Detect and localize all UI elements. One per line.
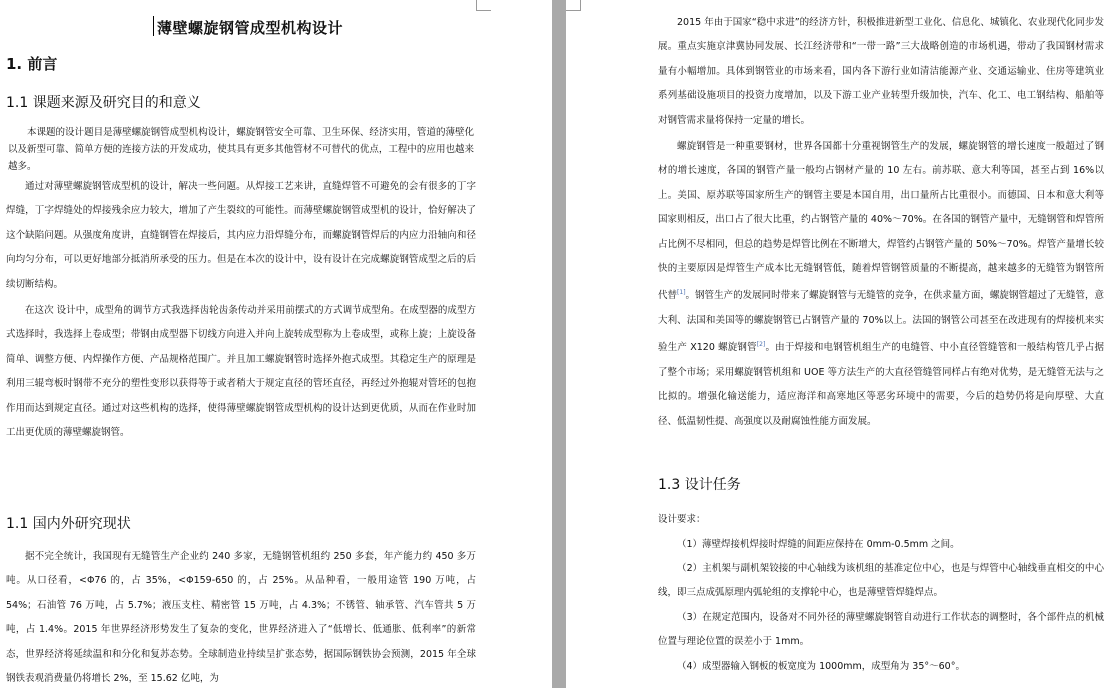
heading-origin[interactable]: 1.1 课题来源及研究目的和意义 [6, 95, 201, 111]
paragraph-origin-3[interactable]: 在这次 设计中，成型角的调节方式我选择齿轮齿条传动并采用前摆式的方式调节成型角。在成型器的成型方式选择时，我选择上卷成型；带钢由成型器下切线方向进入并向上旋转成型称为上卷成型，或称上旋；上旋设备简单、调整方便、内焊操作方便、产品规格范围广。并且加工螺旋钢管时选择外抱式成型。其稳定生产的原理是利用三辊弯板时钢带不充分的塑性变形以获得等于或者稍大于规定直径的管坯直径，再经过外抱辊对管坯的包抱作用而达到规定直径。通过对这些机构的选择，使得薄壁螺旋钢管成型机构的设计达到更优质，从而在作业时加工出更优质的薄壁螺旋钢管。 [6, 305, 476, 439]
citation-2[interactable]: [2] [756, 341, 766, 349]
requirements-label[interactable]: 设计要求： [658, 514, 706, 525]
paragraph-spiral-pipe[interactable] [658, 135, 1104, 457]
document-page-right [566, 0, 1104, 688]
page-gutter [552, 0, 566, 688]
requirement-1[interactable]: （1）薄壁焊接机焊接时焊缝的间距应保持在 0mm-0.5mm 之间。 [677, 539, 960, 550]
paragraph-origin-2[interactable]: 通过对薄壁螺旋钢管成型机的设计，解决一些问题。从焊接工艺来讲，直缝焊管不可避免的会有很多的丁字焊缝，丁字焊缝处的焊接残余应力较大，增加了产生裂纹的可能性。而薄壁螺旋钢管成型机的设计，恰好解决了这个缺陷问题。从强度角度讲，直缝钢管在焊接后，其内应力沿焊缝分布，而螺旋钢管焊后的内应力沿轴向和径向均匀分布，可以更好地部分抵消所承受的压力。但是在本次的设计中，设有设计在完成螺旋钢管成型之后的后续切断结构。 [6, 181, 476, 290]
paragraph-spiral-text-a: 螺旋钢管是一种重要钢材，世界各国都十分重视钢管生产的发展，螺旋钢管的增长速度一般超过了钢材的增长速度，各国的钢管产量一般均占钢材产量的 10 左右。前苏联、意大利等国，甚至占到 16%以上。美国、原苏联等国家所生产的钢管主要是本国自用，出口量所占比重很小。而德国、日本和意大利等国家则相反，出口占了很大比重，约占钢管产量的 40%～70%。在各国的钢管产量中，无缝钢管和焊管所占比例不尽相同，但总的趋势是焊管比例在不断增大，焊管约占钢管产量的 50%～70%。焊管产量增长较快的主要原因是焊管生产成本比无缝钢管低，随着焊管钢管质量的不断提高，越来越多的无缝管为钢管所代替 [658, 141, 1104, 302]
heading-design-task[interactable]: 1.3 设计任务 [658, 477, 741, 493]
paragraph-spiral-text-b: 。钢管生产的发展同时带来了螺旋钢管与无缝管的竞争，在供求量方面，螺旋钢管超过了无缝管，意大利、法国和美国等的螺旋钢管已占钢管产量的 70%以上。法国的钢管公司甚至在改进现有的焊接机来实验生产 X120 螺旋钢管 [658, 290, 1104, 354]
requirement-4[interactable]: （4）成型器输入钢板的板宽度为 1000mm，成型角为 35°～60°。 [677, 661, 965, 672]
heading-research[interactable]: 1.1 国内外研究现状 [6, 516, 131, 532]
page-corner-mark [566, 0, 581, 11]
heading-preface[interactable]: 1. 前言 [6, 55, 58, 73]
paragraph-spiral-text-c: 。由于焊接和电钢管机组生产的电缝管、中小直径管缝管和一般结构管几乎占据了整个市场；采用螺旋钢管机组和 UOE 等方法生产的大直径管缝管同样占有绝对优势，是无缝管无法与之比拟的。增强化输送能力，适应海洋和高寒地区等恶劣环境中的需要，今后的趋势仍将是向厚壁、大直径、低温韧性提、高强度以及耐腐蚀性能方面发展。 [658, 342, 1104, 427]
page-corner-mark [476, 0, 491, 11]
requirement-2[interactable]: （2）主机架与副机架铰接的中心轴线为该机组的基准定位中心，也是与焊管中心轴线垂直相交的中心线，即三点成弧原理内弧轮组的支撑轮中心，也是薄壁管焊缝焊点。 [658, 563, 1104, 599]
citation-1[interactable]: [1] [677, 289, 686, 297]
document-title[interactable]: 薄壁螺旋钢管成型机构设计 [156, 19, 343, 37]
paragraph-research[interactable]: 据不完全统计，我国现有无缝管生产企业约 240 多家，无缝钢管机组约 250 多套，年产能力约 450 多万吨。从口径看，<Φ76 的，占 35%，<Φ159-650 的，占 25%。从品种看，一般用途管 190 万吨，占 54%；石油管 76 万吨，占 5.7%；液压支柱、精密管 15 万吨，占 4.3%；不锈管、轴承管、汽车管共 5 万吨，占 1.4%。2015 年世界经济形势发生了复杂的变化，世界经济进入了“低增长、低通胀、低利率”的新常态，世界经济将延续温和和分化和复苏态势。全球制造业持续呈扩张态势，据国际钢铁协会预测，2015 年全球钢铁表观消费量仍将增长 2%，至 15.62 亿吨，为 [6, 551, 476, 685]
paragraph-intro[interactable]: 2015 年由于国家“稳中求进”的经济方针，积极推进新型工业化、信息化、城镇化、农业现代化同步发展。重点实施京津冀协同发展、长江经济带和“一带一路”三大战略创造的市场机遇，带动了我国钢材需求量有小幅增加。具体到钢管业的市场来看，国内各下游行业如清洁能源产业、交通运输业、住房等建筑业系列基础设施项目的投资力度增加，以及下游工业产业转型升级加快，汽车、化工、电工钢结构、船舶等对钢管需求量将保持一定量的增长。 [658, 17, 1104, 126]
paragraph-origin-1[interactable]: 本课题的设计题目是薄壁螺旋钢管成型机构设计，螺旋钢管安全可靠、卫生环保、经济实用，管道的薄壁化以及新型可靠、简单方便的连接方法的开发成功，使其具有更多其他管材不可替代的优点，工程中的应用也越来越多。 [8, 127, 474, 172]
requirement-3[interactable]: （3）在规定范围内，设备对不同外径的薄壁螺旋钢管自动进行工作状态的调整时，各个部件点的机械位置与理论位置的误差小于 1mm。 [658, 612, 1104, 648]
